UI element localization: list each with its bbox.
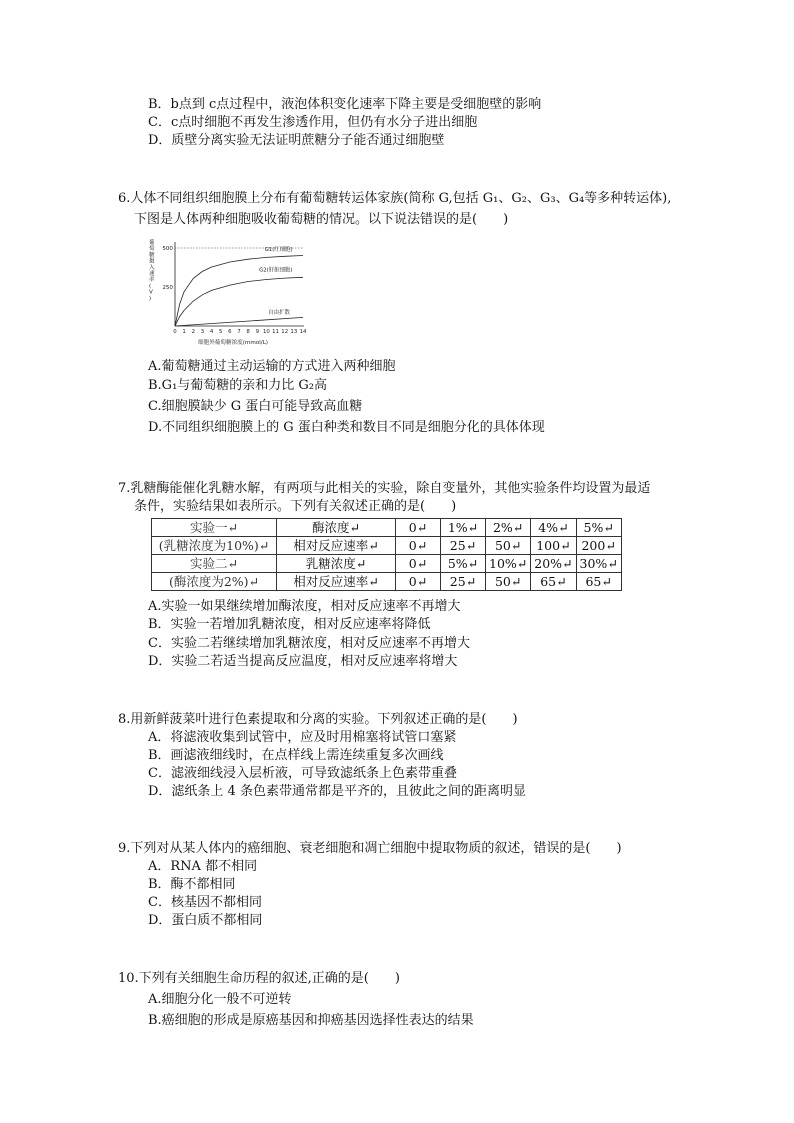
experiment-table	[151, 518, 622, 591]
row-label: 相对反应速率↵	[277, 537, 396, 555]
q8-option-a: A．将滤液收集到试管中，应及时用棉塞将试管口塞紧	[148, 730, 457, 745]
table-cell: 0↵	[396, 537, 441, 555]
table-cell: 100↵	[531, 537, 576, 555]
y-tick-label: 500	[162, 246, 173, 252]
row-label: 酶浓度↵	[277, 519, 396, 537]
y-axis-label: 葡萄糖摄入速率( V )	[149, 240, 155, 302]
q5-option-b: B．b点到 c点过程中，液泡体积变化速率下降主要是受细胞壁的影响	[148, 97, 542, 112]
x-tick-label: 4	[209, 329, 214, 335]
table-cell: 20%↵	[531, 555, 576, 573]
exp2-name: 实验二↵	[152, 555, 277, 573]
x-tick-label: 0	[173, 329, 177, 335]
q9-option-a: A．RNA 都不相同	[148, 859, 258, 874]
table-cell: 65↵	[576, 573, 621, 591]
q5-option-d: D．质壁分离实验无法证明蔗糖分子能否通过细胞壁	[148, 133, 445, 148]
q6-option-d: D.不同组织细胞膜上的 G 蛋白种类和数目不同是细胞分化的具体体现	[148, 420, 545, 435]
table-cell: 5%↵	[576, 519, 621, 537]
q8-stem: 8.用新鲜菠菜叶进行色素提取和分离的实验。下列叙述正确的是( )	[118, 712, 518, 727]
row-label: 相对反应速率↵	[277, 573, 396, 591]
x-tick-label: 6	[228, 329, 232, 335]
x-tick-label: 9	[255, 329, 260, 335]
table-cell: 1%↵	[441, 519, 486, 537]
table-row	[152, 573, 622, 591]
q8-option-d: D．滤纸条上 4 条色素带通常都是平齐的，且彼此之间的距离明显	[148, 784, 526, 799]
q10-option-a: A.细胞分化一般不可逆转	[148, 992, 292, 1007]
x-tick-label: 11	[272, 329, 280, 335]
table-cell: 4%↵	[531, 519, 576, 537]
x-tick-label: 14	[299, 329, 306, 335]
series-line	[175, 317, 303, 326]
table-cell: 30%↵	[576, 555, 621, 573]
table-cell: 25↵	[441, 573, 486, 591]
table-cell: 50↵	[486, 537, 531, 555]
q6-option-b: B.G₁与葡萄糖的亲和力比 G₂高	[148, 378, 328, 393]
table-row	[152, 537, 622, 555]
table-cell: 10%↵	[486, 555, 531, 573]
series-label: 自由扩散	[268, 309, 290, 316]
x-tick-label: 8	[246, 329, 250, 335]
table-cell: 0↵	[396, 555, 441, 573]
exp1-name: 实验一↵	[152, 519, 277, 537]
x-tick-label: 13	[290, 329, 298, 335]
q7-stem-line1: 7.乳糖酶能催化乳糖水解，有两项与此相关的实验，除自变量外，其他实验条件均设置为最适	[118, 481, 651, 496]
x-tick-label: 5	[218, 329, 223, 335]
x-tick-label: 12	[281, 329, 289, 335]
q6-stem-line1: 6.人体不同组织细胞膜上分布有葡萄糖转运体家族(简称 G,包括 G₁、G₂、G₃、G₄等多种转运体),	[118, 191, 672, 206]
exp1-condition: (乳糖浓度为10%)↵	[152, 537, 277, 555]
q7-stem-line2: 条件，实验结果如表所示。下列有关叙述正确的是( )	[134, 499, 457, 514]
table-cell: 0↵	[396, 573, 441, 591]
q7-option-d: D．实验二若适当提高反应温度，相对反应速率将增大	[148, 654, 458, 669]
table-cell: 50↵	[486, 573, 531, 591]
x-tick-label: 1	[182, 329, 186, 335]
exp2-condition: (酶浓度为2%)↵	[152, 573, 277, 591]
q6-option-a: A.葡萄糖通过主动运输的方式进入两种细胞	[148, 359, 396, 374]
table-row	[152, 555, 622, 573]
table-cell: 65↵	[531, 573, 576, 591]
x-axis-label: 细胞外葡萄糖浓度(mmol/L)	[198, 340, 268, 346]
table-cell: 0↵	[396, 519, 441, 537]
table-row	[152, 519, 622, 537]
x-tick-label: 2	[191, 329, 196, 335]
x-tick-label: 7	[237, 329, 241, 335]
q6-stem-line2: 下图是人体两种细胞吸收葡萄糖的情况。以下说法错误的是( )	[134, 212, 509, 227]
q7-option-b: B．实验一若增加乳糖浓度，相对反应速率将降低	[148, 617, 431, 632]
table-cell: 5%↵	[441, 555, 486, 573]
q5-option-c: C．c点时细胞不再发生渗透作用，但仍有水分子进出细胞	[148, 115, 478, 130]
glucose-uptake-chart	[146, 238, 306, 350]
table-cell: 200↵	[576, 537, 621, 555]
q9-option-b: B．酶不都相同	[148, 877, 236, 892]
row-label: 乳糖浓度↵	[277, 555, 396, 573]
q8-option-b: B．画滤液细线时，在点样线上需连续重复多次画线	[148, 748, 444, 763]
x-tick-label: 10	[262, 329, 270, 335]
table-cell: 2%↵	[486, 519, 531, 537]
q7-option-c: C．实验二若继续增加乳糖浓度，相对反应速率不再增大	[148, 636, 470, 651]
q9-option-c: C．核基因不都相同	[148, 895, 262, 910]
series-label: G2(肝脏细胞)	[259, 267, 293, 274]
table-cell: 25↵	[441, 537, 486, 555]
q8-option-c: C．滤液细线浸入层析液，可导致滤纸条上色素带重叠	[148, 766, 457, 781]
series-label: G1(红细胞)	[264, 246, 293, 253]
q9-option-d: D．蛋白质不都相同	[148, 913, 263, 928]
q10-stem: 10.下列有关细胞生命历程的叙述,正确的是( )	[118, 971, 400, 986]
q9-stem: 9.下列对从某人体内的癌细胞、衰老细胞和凋亡细胞中提取物质的叙述，错误的是( )	[118, 841, 622, 856]
q6-option-c: C.细胞膜缺少 G 蛋白可能导致高血糖	[148, 399, 363, 414]
x-tick-label: 3	[200, 329, 205, 335]
q10-option-b: B.癌细胞的形成是原癌基因和抑癌基因选择性表达的结果	[148, 1013, 474, 1028]
y-tick-label: 250	[162, 285, 173, 291]
q7-option-a: A.实验一如果继续增加酶浓度，相对反应速率不再增大	[148, 599, 461, 614]
